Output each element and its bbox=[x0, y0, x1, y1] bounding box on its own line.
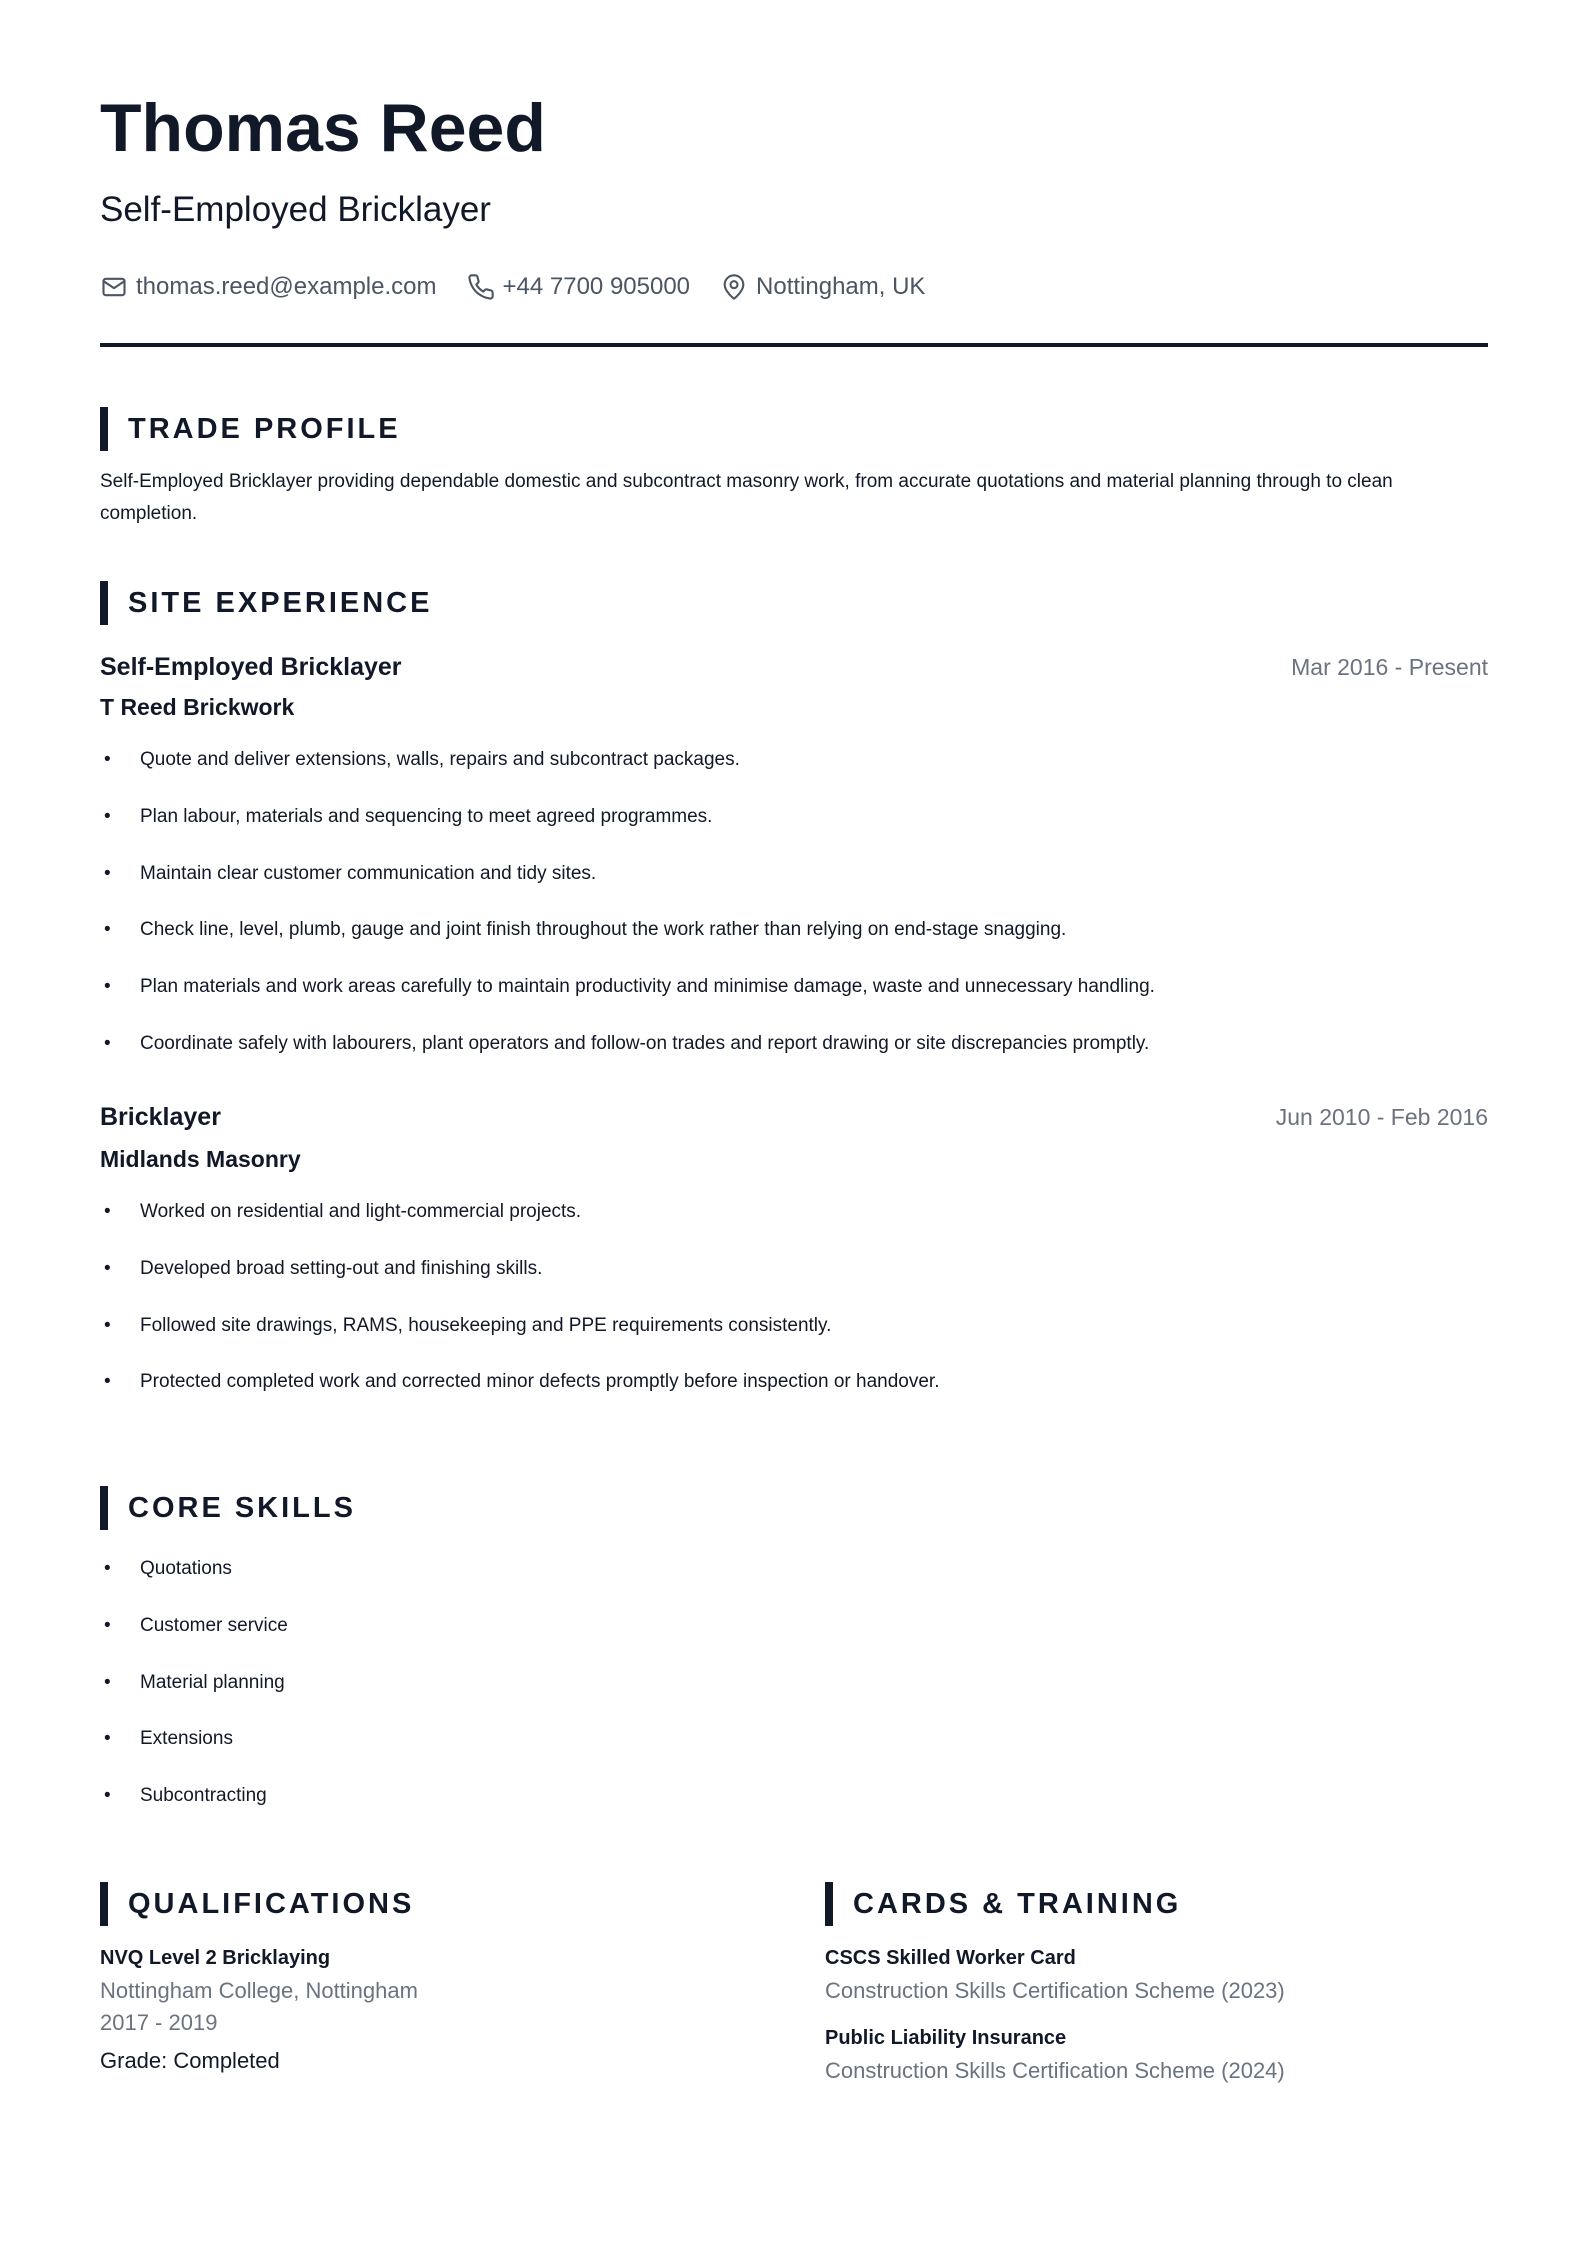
skill-item: • Quotations bbox=[100, 1553, 1488, 1610]
section-title: CORE SKILLS bbox=[128, 1491, 356, 1524]
job-bullets bbox=[100, 1196, 1488, 1423]
list-item: • Plan materials and work areas carefully to maintain productivity and minimise damage, waste and unnecessary handling. bbox=[100, 971, 1488, 1028]
job-title: Self-Employed Bricklayer bbox=[100, 653, 402, 681]
section-accent-bar bbox=[100, 1486, 108, 1530]
list-item: • Developed broad setting-out and finishing skills. bbox=[100, 1253, 1488, 1310]
email-text: thomas.reed@example.com bbox=[136, 273, 437, 300]
job-company: Midlands Masonry bbox=[100, 1146, 301, 1172]
list-item: • Coordinate safely with labourers, plant operators and follow-on trades and report drawing or site discrepancies promptly. bbox=[100, 1028, 1488, 1085]
training-name: CSCS Skilled Worker Card bbox=[825, 1947, 1076, 1969]
contact-phone[interactable] bbox=[467, 273, 691, 301]
profile-summary: Self-Employed Bricklayer providing dependable domestic and subcontract masonry work, from accurate quotations and material planning through to clean completion. bbox=[100, 471, 1393, 524]
job-company: T Reed Brickwork bbox=[100, 694, 295, 720]
qualification-years: 2017 - 2019 bbox=[100, 2010, 218, 2035]
section-heading-training bbox=[825, 1882, 1181, 1926]
training-issuer: Construction Skills Certification Scheme (2024) bbox=[825, 2058, 1285, 2083]
section-title: QUALIFICATIONS bbox=[128, 1887, 415, 1920]
section-accent-bar bbox=[100, 581, 108, 625]
phone-text: +44 7700 905000 bbox=[502, 273, 691, 300]
candidate-role: Self-Employed Bricklayer bbox=[100, 190, 491, 229]
mail-icon bbox=[100, 273, 128, 301]
header-divider bbox=[100, 343, 1488, 347]
section-heading-experience bbox=[100, 581, 432, 625]
section-accent-bar bbox=[100, 407, 108, 451]
skill-item: • Extensions bbox=[100, 1723, 1488, 1780]
section-accent-bar bbox=[100, 1882, 108, 1926]
section-heading-profile bbox=[100, 407, 401, 451]
section-title: CARDS & TRAINING bbox=[853, 1887, 1182, 1920]
list-item: • Maintain clear customer communication and tidy sites. bbox=[100, 858, 1488, 915]
training-issuer: Construction Skills Certification Scheme (2023) bbox=[825, 1978, 1285, 2003]
job-bullets bbox=[100, 744, 1488, 1085]
skill-item: • Material planning bbox=[100, 1667, 1488, 1724]
map-pin-icon bbox=[720, 273, 748, 301]
job-dates: Jun 2010 - Feb 2016 bbox=[1275, 1104, 1488, 1130]
section-title: TRADE PROFILE bbox=[128, 412, 401, 445]
qualification-name: NVQ Level 2 Bricklaying bbox=[100, 1947, 331, 1969]
job-dates: Mar 2016 - Present bbox=[1291, 654, 1488, 680]
contact-email[interactable] bbox=[100, 273, 437, 301]
list-item: • Quote and deliver extensions, walls, repairs and subcontract packages. bbox=[100, 744, 1488, 801]
section-heading-skills bbox=[100, 1486, 356, 1530]
candidate-name: Thomas Reed bbox=[100, 90, 546, 166]
list-item: • Protected completed work and corrected minor defects promptly before inspection or handover. bbox=[100, 1366, 1488, 1423]
phone-icon bbox=[467, 273, 495, 301]
list-item: • Check line, level, plumb, gauge and joint finish throughout the work rather than relying on end-stage snagging. bbox=[100, 914, 1488, 971]
skill-item: • Subcontracting bbox=[100, 1780, 1488, 1837]
training-name: Public Liability Insurance bbox=[825, 2027, 1067, 2049]
list-item: • Followed site drawings, RAMS, housekeeping and PPE requirements consistently. bbox=[100, 1310, 1488, 1367]
skills-list bbox=[100, 1553, 1488, 1837]
job-title: Bricklayer bbox=[100, 1103, 221, 1131]
contact-location bbox=[720, 273, 925, 301]
section-accent-bar bbox=[825, 1882, 833, 1926]
list-item: • Worked on residential and light-commercial projects. bbox=[100, 1196, 1488, 1253]
skill-item: • Customer service bbox=[100, 1610, 1488, 1667]
contact-row bbox=[100, 270, 955, 304]
qualification-institution: Nottingham College, Nottingham bbox=[100, 1978, 418, 2003]
location-text: Nottingham, UK bbox=[756, 273, 926, 300]
section-heading-qualifications bbox=[100, 1882, 414, 1926]
section-title: SITE EXPERIENCE bbox=[128, 586, 433, 619]
list-item: • Plan labour, materials and sequencing to meet agreed programmes. bbox=[100, 801, 1488, 858]
qualification-grade: Grade: Completed bbox=[100, 2048, 280, 2073]
